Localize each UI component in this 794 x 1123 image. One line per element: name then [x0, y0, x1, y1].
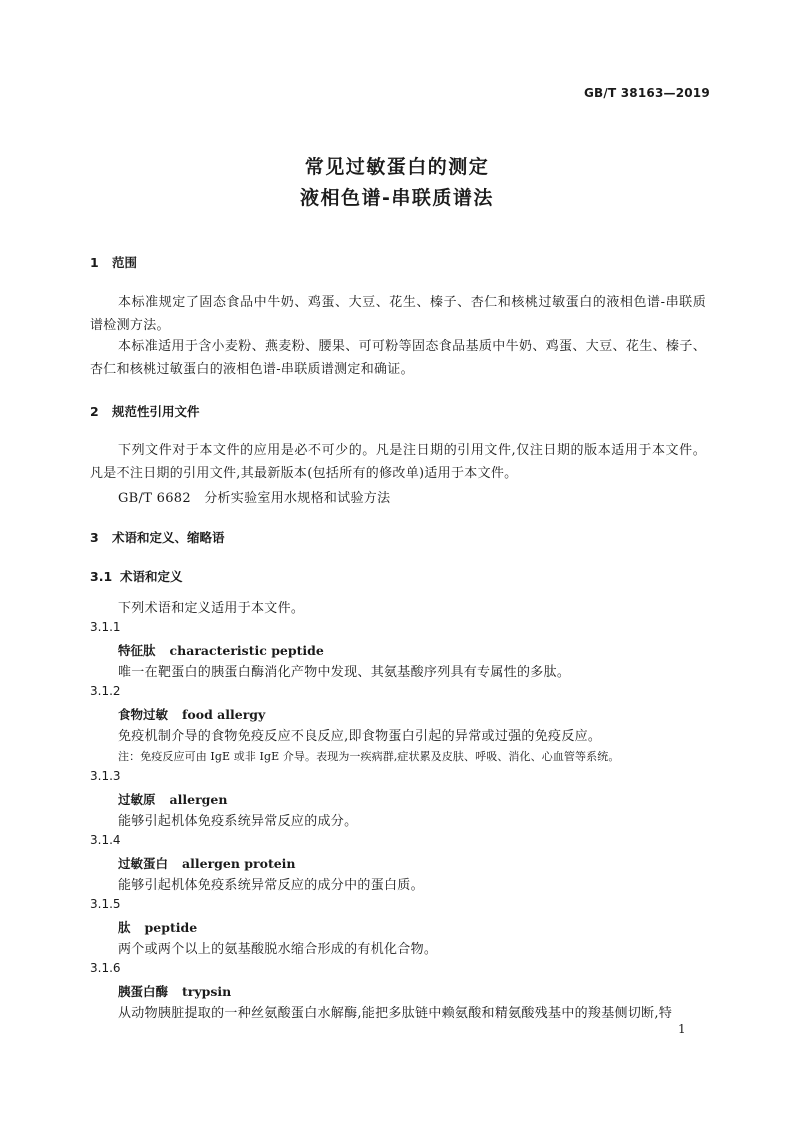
section-2-heading: [90, 402, 200, 420]
references-paragraph: 下列文件对于本文件的应用是必不可少的。凡是注日期的引用文件,仅注日期的版本适用于本文件。凡是不注日期的引用文件,其最新版本(包括所有的修改单)适用于本文件。: [90, 443, 706, 481]
section-number: 3: [90, 530, 99, 545]
term-heading: [118, 705, 265, 723]
section-1-heading: [90, 253, 137, 271]
term-heading: [118, 790, 227, 808]
term-definition: 能够引起机体免疫系统异常反应的成分。: [118, 814, 358, 829]
standard-code: GB/T 38163—2019: [584, 86, 710, 100]
term-en: food allergy: [182, 707, 266, 722]
term-en: characteristic peptide: [169, 643, 324, 658]
page-number: 1: [678, 1022, 686, 1036]
term-definition: 唯一在靶蛋白的胰蛋白酶消化产物中发现、其氨基酸序列具有专属性的多肽。: [118, 665, 571, 680]
term-en: trypsin: [182, 984, 232, 999]
document-title-line2: 液相色谱-串联质谱法: [300, 187, 494, 209]
term-definition: 免疫机制介导的食物免疫反应不良反应,即食物蛋白引起的异常或过强的免疫反应。: [118, 729, 602, 744]
subsection-3-1-heading: [90, 567, 183, 585]
term-heading: [118, 641, 324, 659]
section-title: 范围: [112, 255, 138, 270]
section-title: 术语和定义、缩略语: [112, 530, 225, 545]
terms-intro: 下列术语和定义适用于本文件。: [118, 601, 305, 616]
term-en: allergen protein: [182, 856, 296, 871]
section-3-heading: [90, 528, 225, 546]
term-note: 注：免疫反应可由 IgE 或非 IgE 介导。表现为一疾病群,症状累及皮肤、呼吸、消化、心血管等系统。: [118, 750, 620, 763]
scope-paragraph-2: 本标准适用于含小麦粉、燕麦粉、腰果、可可粉等固态食品基质中牛奶、鸡蛋、大豆、花生、榛子、杏仁和核桃过敏蛋白的液相色谱-串联质谱测定和确证。: [90, 339, 706, 377]
scope-paragraph-1: 本标准规定了固态食品中牛奶、鸡蛋、大豆、花生、榛子、杏仁和核桃过敏蛋白的液相色谱-串联质谱检测方法。: [90, 295, 706, 333]
term-zh: 食物过敏: [118, 707, 169, 722]
term-zh: 肽: [118, 920, 131, 935]
section-number: 1: [90, 255, 99, 270]
term-zh: 过敏原: [118, 792, 156, 807]
term-number: 3.1.1: [90, 620, 121, 634]
term-number: 3.1.2: [90, 684, 121, 698]
term-number: 3.1.3: [90, 769, 121, 783]
term-number: 3.1.6: [90, 961, 121, 975]
section-number: 2: [90, 404, 99, 419]
subsection-title: 术语和定义: [120, 569, 183, 584]
term-heading: [118, 854, 296, 872]
term-en: peptide: [144, 920, 198, 935]
term-zh: 胰蛋白酶: [118, 984, 169, 999]
term-zh: 特征肽: [118, 643, 156, 658]
section-title: 规范性引用文件: [112, 404, 200, 419]
reference-gbt-6682: GB/T 6682 分析实验室用水规格和试验方法: [118, 491, 391, 506]
term-number: 3.1.5: [90, 897, 121, 911]
term-number: 3.1.4: [90, 833, 121, 847]
term-zh: 过敏蛋白: [118, 856, 169, 871]
term-heading: [118, 918, 197, 936]
document-title-line1: 常见过敏蛋白的测定: [304, 156, 490, 178]
term-definition: 能够引起机体免疫系统异常反应的成分中的蛋白质。: [118, 878, 424, 893]
term-definition: 从动物胰脏提取的一种丝氨酸蛋白水解酶,能把多肽链中赖氨酸和精氨酸残基中的羧基侧切断,特: [118, 1006, 673, 1021]
term-en: allergen: [169, 792, 228, 807]
term-heading: [118, 982, 231, 1000]
term-definition: 两个或两个以上的氨基酸脱水缩合形成的有机化合物。: [118, 942, 438, 957]
subsection-number: 3.1: [90, 569, 113, 584]
